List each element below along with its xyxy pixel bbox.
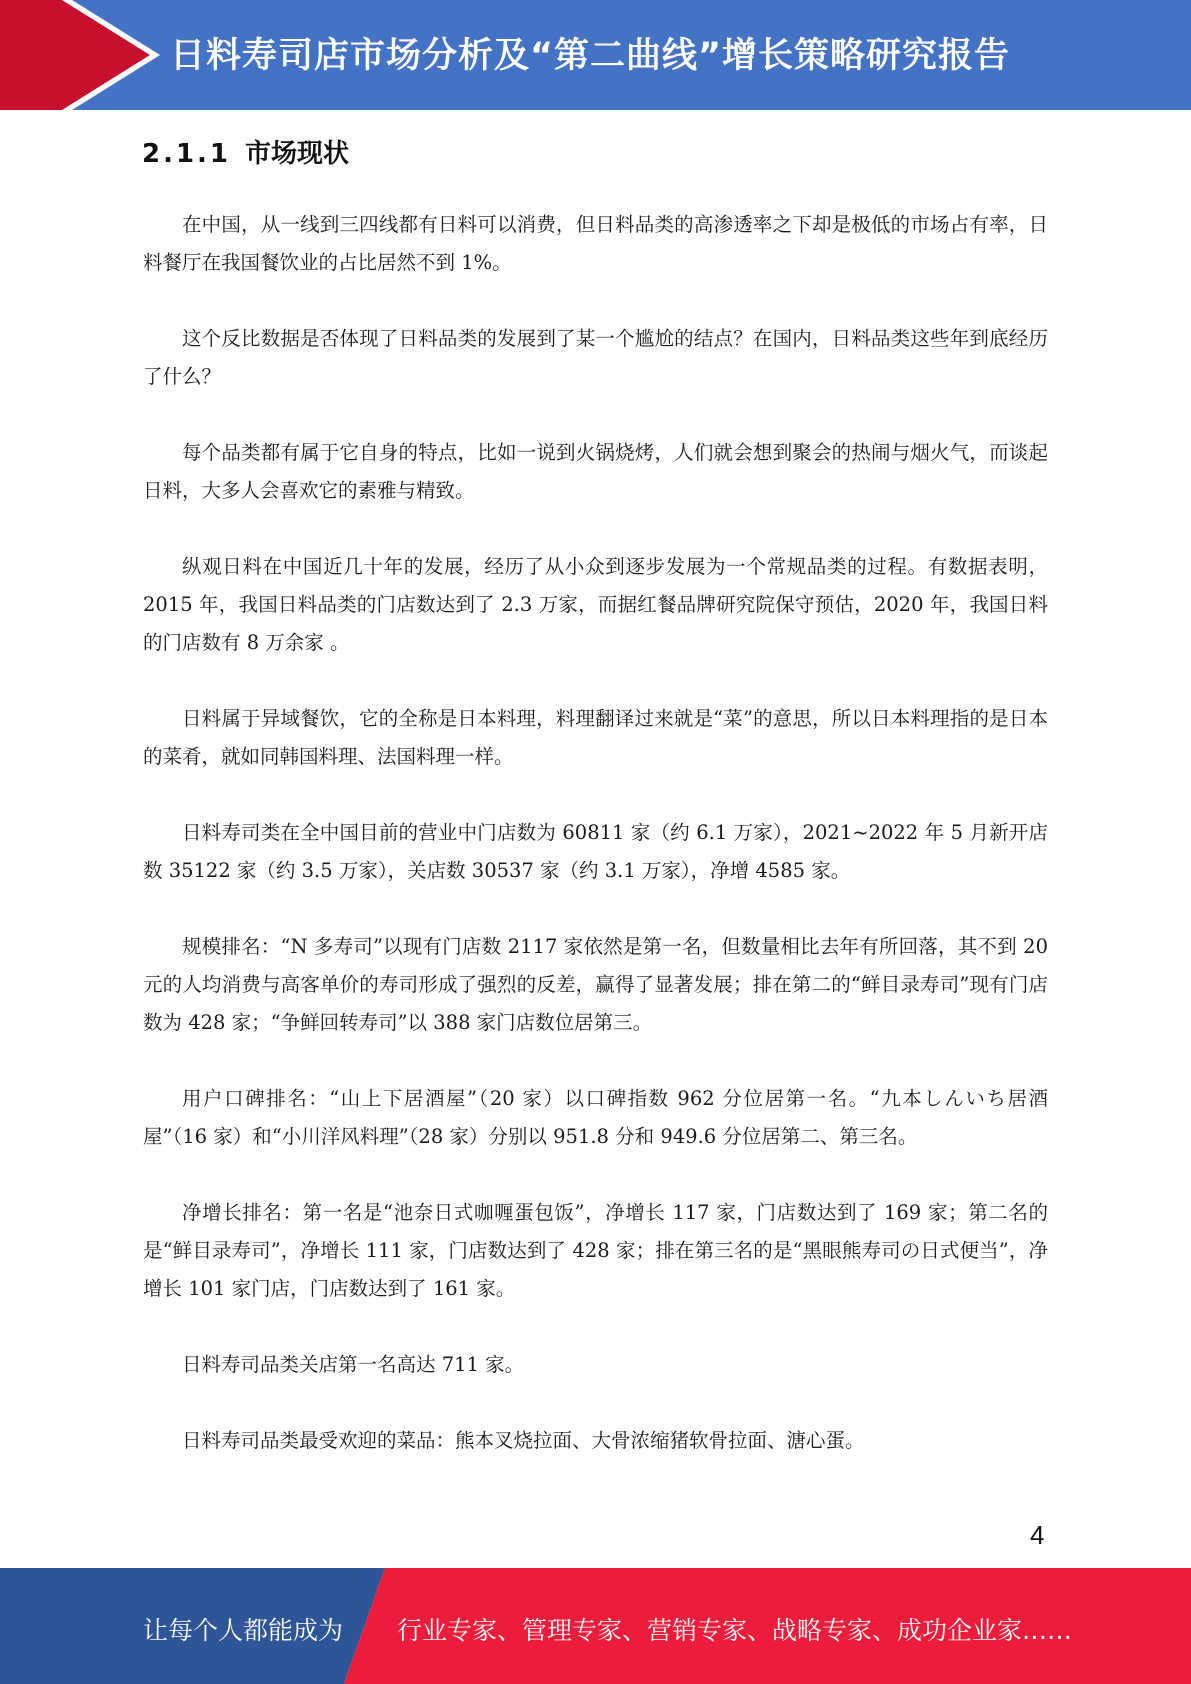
report-title: 日料寿司店市场分析及“第二曲线”增长策略研究报告 — [170, 36, 1011, 76]
paragraph: 日料属于异域餐饮，它的全称是日本料理，料理翻译过来就是“菜”的意思，所以日本料理指的是日本的菜肴，就如同韩国料理、法国料理一样。 — [143, 707, 1048, 768]
footer-slogan-right: 行业专家、管理专家、营销专家、战略专家、成功企业家…… — [397, 1616, 1073, 1645]
paragraph: 纵观日料在中国近几十年的发展，经历了从小众到逐步发展为一个常规品类的过程。有数据表明，2015 年，我国日料品类的门店数达到了 2.3 万家，而据红餐品牌研究院保守预估，2020 年，我国日料的门店数有 8 万余家 。 — [143, 555, 1048, 654]
paragraph: 用户口碑排名：“山上下居酒屋”（20 家）以口碑指数 962 分位居第一名。“九本しんいち居酒屋”（16 家）和“小川洋风料理”（28 家）分别以 951.8 分和 949.6 分位居第二、第三名。 — [143, 1087, 1048, 1148]
section-heading — [142, 133, 349, 170]
paragraph: 每个品类都有属于它自身的特点，比如一说到火锅烧烤，人们就会想到聚会的热闹与烟火气，而谈起日料，大多人会喜欢它的素雅与精致。 — [143, 441, 1048, 502]
paragraph: 日料寿司品类最受欢迎的菜品：熊本叉烧拉面、大骨浓缩猪软骨拉面、溏心蛋。 — [182, 1429, 865, 1452]
paragraph: 规模排名：“N 多寿司”以现有门店数 2117 家依然是第一名，但数量相比去年有所回落，其不到 20 元的人均消费与高客单价的寿司形成了强烈的反差，赢得了显著发展；排在第二的“鲜目录寿司”现有门店数为 428 家；“争鲜回转寿司”以 388 家门店数位居第三。 — [143, 935, 1048, 1034]
footer-banner — [0, 1568, 1191, 1684]
footer-slogan-left: 让每个人都能成为 — [143, 1616, 344, 1645]
paragraph: 日料寿司类在全中国目前的营业中门店数为 60811 家（约 6.1 万家），2021~2022 年 5 月新开店数 35122 家（约 3.5 万家），关店数 30537 家（约 3.1 万家），净增 4585 家。 — [143, 821, 1048, 882]
section-number: 2.1.1 — [142, 139, 232, 169]
header-red-chevron — [0, 0, 150, 110]
paragraph: 净增长排名：第一名是“池奈日式咖喱蛋包饭”，净增长 117 家，门店数达到了 169 家；第二名的是“鲜目录寿司”，净增长 111 家，门店数达到了 428 家；排在第三名的是“黑眼熊寿司の日式便当”，净增长 101 家门店，门店数达到了 161 家。 — [143, 1201, 1048, 1300]
paragraph: 日料寿司品类关店第一名高达 711 家。 — [182, 1353, 525, 1376]
page-number: 4 — [1030, 1520, 1045, 1550]
paragraph: 在中国，从一线到三四线都有日料可以消费，但日料品类的高渗透率之下却是极低的市场占有率，日料餐厅在我国餐饮业的占比居然不到 1%。 — [143, 213, 1048, 274]
paragraph: 这个反比数据是否体现了日料品类的发展到了某一个尴尬的结点？在国内，日料品类这些年到底经历了什么？ — [143, 327, 1048, 388]
body-text — [143, 206, 1048, 1498]
section-title: 市场现状 — [245, 139, 350, 169]
header-banner — [0, 0, 1191, 110]
